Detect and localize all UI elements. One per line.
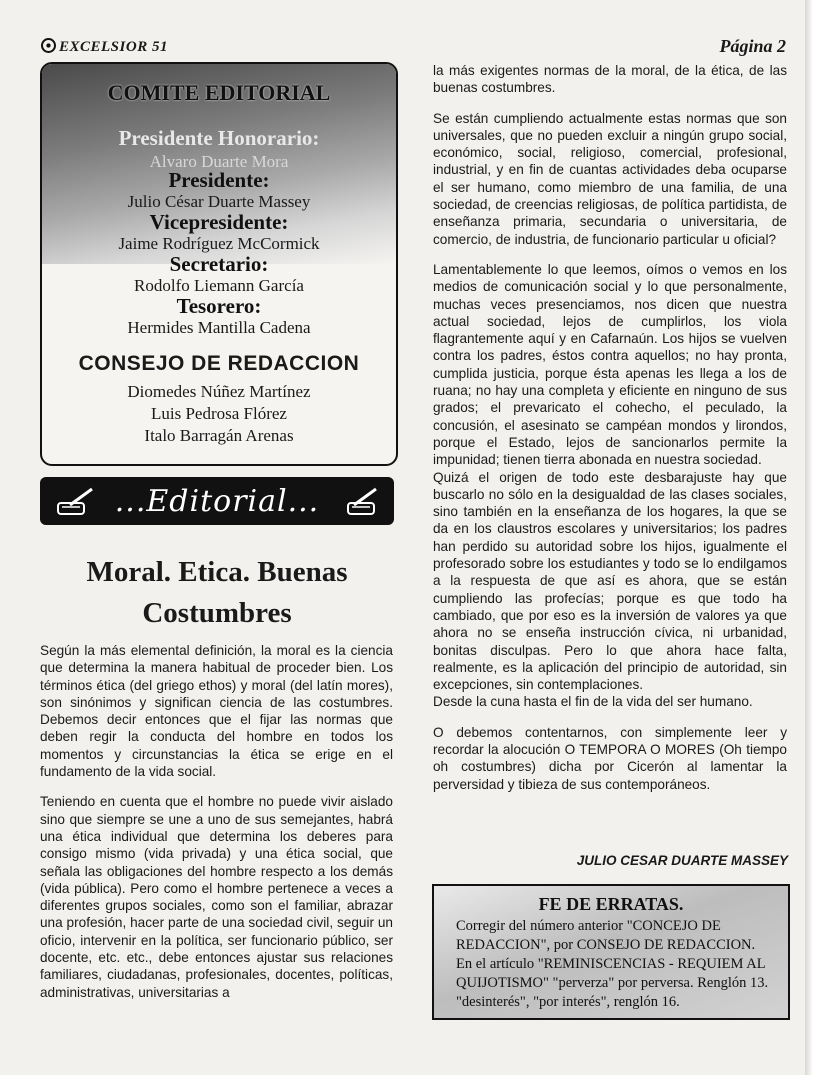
role-secretary: Secretario:: [169, 252, 269, 276]
name-honorary-president: Alvaro Duarte Mora: [149, 152, 289, 171]
editorial-label: ...Editorial...: [114, 483, 320, 519]
editorial-committee-box: [40, 62, 398, 466]
author-signature: JULIO CESAR DUARTE MASSEY: [576, 853, 788, 868]
writing-hand-icon: [338, 485, 378, 517]
errata-line: En el artículo "REMINISCENCIAS - REQUIEM AL QUIJOTISMO" "perverza" por perversa. Renglón 13.: [456, 956, 769, 991]
paragraph: Lamentablemente lo que leemos, oímos o vemos en los medios de comunicación social y lo que personalmente, muchas veces presenciamos, nos dicen que nuestra actual sociedad, lejos de cumplirlos, los viola flagrantemente aquí y en Cafarnaún. Los hijos se vuelven contra los padres, éstos contra aquellos; no hay pronta, cumplida justicia, porque ésta apenas les llega a los de ruana; no hay una completa y eficiente en ninguno de sus grados; el prevaricato el cohecho, el peculado, la concusión, el asesinato se campéan mondos y lirondos, porque el Estado, lejos de sancionarlos permite la impunidad; tienen tierra abonada en nuestra sociedad.: [433, 261, 787, 468]
committee-title: COMITE EDITORIAL: [107, 80, 331, 105]
paragraph: Según la más elemental definición, la moral es la ciencia que determina la manera habitual de proceder bien. Los términos ética (del griego ethos) y moral (del latín mores), son sinónimos y significan ciencia de las costumbres. Debemos decir entonces que el fijar las normas que deben regir la conducta del hombre en todos los momentos y circunstancias la ética se erige en el fundamento de la vida social.: [40, 643, 393, 780]
paragraph: Se están cumpliendo actualmente estas normas que son universales, que no pueden excluir a ningún grupo social, económico, social, religioso, comercial, profesional, industrial, y en fin de cuantas actividades deba ocuparse el ser humano, como miembro de una familia, de una sociedad, de creencias religiosas, de política partidista, de enseñanza primaria, secundaria o universitaria, de comercio, de industria, de funcionario particular u oficial?: [433, 110, 787, 247]
role-honorary-president: Presidente Honorario:: [118, 126, 320, 150]
writing-hand-icon: [56, 485, 96, 517]
council-member: Italo Barragán Arenas: [144, 426, 294, 445]
article-title-line: Costumbres: [142, 597, 292, 629]
name-treasurer: Hermides Mantilla Cadena: [127, 318, 311, 337]
council-title: CONSEJO DE REDACCION: [78, 352, 360, 375]
errata-box: [432, 884, 790, 1020]
errata-line: "desinterés", "por interés", renglón 16.: [456, 994, 680, 1010]
name-secretary: Rodolfo Liemann García: [134, 276, 304, 295]
council-member: Diomedes Núñez Martínez: [127, 382, 311, 401]
right-column-text: [433, 62, 787, 806]
paragraph: Desde la cuna hasta el fin de la vida del ser humano.: [433, 694, 753, 710]
paragraph: Teniendo en cuenta que el hombre no puede vivir aislado sino que siempre se une a uno de sus semejantes, habrá una ética individual que determina los deberes para consigo mismo (vida privada) y una ética social, que señala las obligaciones del hombre respecto a los demás (vida pública). Pero como el hombre pertenece a veces a diferentes grupos sociales, como son el familiar, abrazar una profesión, hacer parte de una sociedad civil, seguir un oficio, intervenir en la política, ser funcionario público, ser docente, etc. etc., debe entonces ajustar sus relaciones familiares, ciudadanas, profesionales, docentes, políticas, administrativas, universitarias a: [40, 794, 393, 1000]
errata-text: [456, 917, 778, 1012]
role-vicepresident: Vicepresidente:: [149, 210, 289, 234]
errata-title: FE DE ERRATAS.: [538, 894, 684, 914]
role-treasurer: Tesorero:: [176, 294, 262, 318]
page-edge: [805, 0, 813, 1075]
article-title-line: Moral. Etica. Buenas: [86, 556, 348, 588]
role-president: Presidente:: [168, 168, 270, 192]
masthead-logo: [41, 38, 168, 56]
page-number: Página 2: [719, 36, 786, 56]
logo-text: EXCELSIOR 51: [59, 39, 168, 55]
council-member: Luis Pedrosa Flórez: [151, 404, 287, 423]
errata-line: Corregir del número anterior "CONCEJO DE REDACCION", por CONSEJO DE REDACCION.: [456, 918, 756, 953]
name-president: Julio César Duarte Massey: [127, 192, 311, 211]
paragraph: O debemos contentarnos, con simplemente leer y recordar la alocución O TEMPORA O MORES (Oh tiempo oh costumbres) dicha por Cicerón al lamentar la perversidad y tibieza de sus contemporáneos.: [433, 724, 787, 792]
globe-icon: [41, 38, 56, 53]
paragraph: Quizá el origen de todo este desbarajuste hay que buscarlo no sólo en la desigualdad de las clases sociales, sino también en la enseñanza de los hogares, la que se da en los claustros escolares y universitarios; los padres han perdido su autoridad sobre los hijos, igualmente el profesorado sobre los estudiantes y todo se lo endilgamos a la respuesta de que así es ahora, que se están cumpliendo las profecías; porque es que todo ha cambiado, que por eso es la inversión de valores ya que ahora no se enseña instrucción cívica, ni urbanidad, bonitas disculpas. Pero lo que ahora hace falta, realmente, es la aplicación del principio de autoridad, sin excepciones, sin contemplaciones.: [433, 469, 787, 693]
editorial-banner: [40, 477, 394, 525]
article-title: [40, 552, 394, 634]
name-vicepresident: Jaime Rodríguez McCormick: [118, 234, 320, 253]
left-column-text: [40, 642, 393, 1014]
paragraph: la más exigentes normas de la moral, de la ética, de las buenas costumbres.: [433, 63, 787, 96]
